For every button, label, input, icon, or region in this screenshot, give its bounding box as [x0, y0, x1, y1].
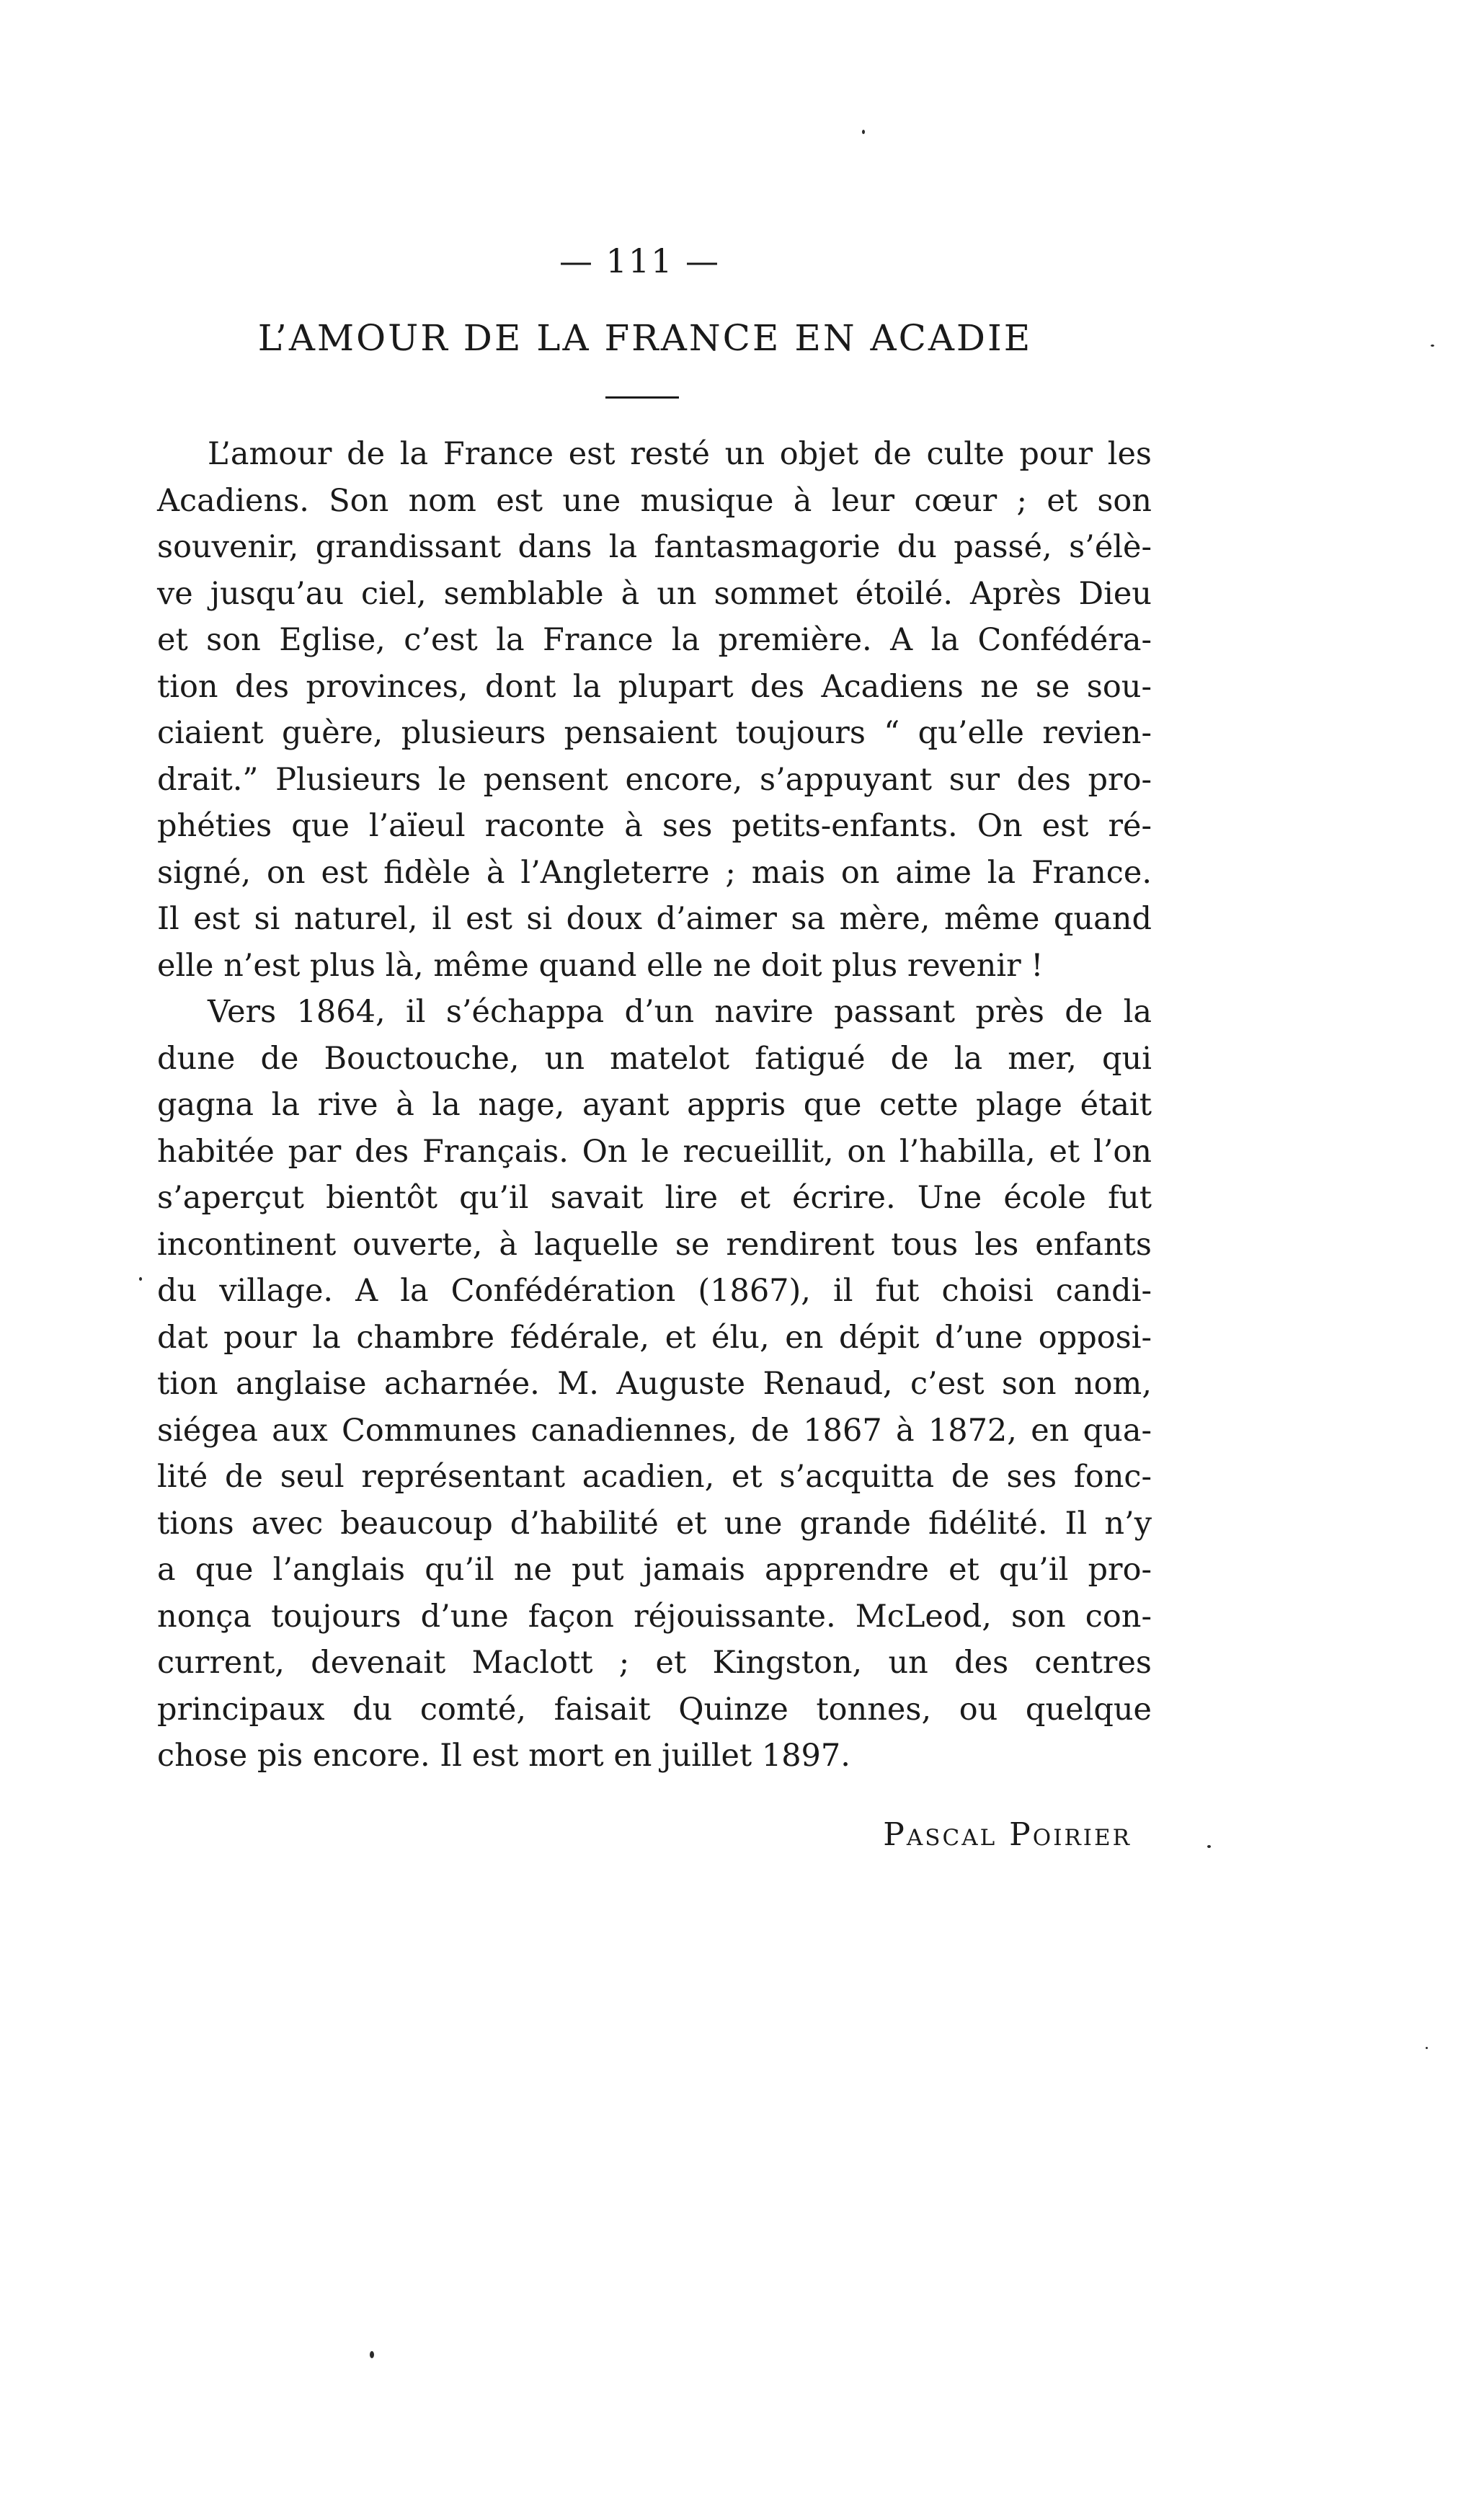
text-line: habitée par des Français. On le recueillit, on l’habilla, et l’on — [157, 1133, 1152, 1170]
text-line: drait.” Plusieurs le pensent encore, s’appuyant sur des pro- — [157, 761, 1152, 798]
page-number: — 111 — — [559, 241, 721, 280]
text-line: ve jusqu’au ciel, semblable à un sommet étoilé. Après Dieu — [157, 575, 1152, 612]
scan-speck — [139, 1277, 142, 1281]
scan-speck — [862, 130, 865, 134]
text-line: dat pour la chambre fédérale, et élu, en dépit d’une opposi- — [157, 1319, 1152, 1356]
text-line: du village. A la Confédération (1867), il fut choisi candi- — [157, 1273, 1152, 1309]
scan-speck — [1207, 1845, 1211, 1848]
text-line: tion des provinces, dont la plupart des Acadiens ne se sou- — [157, 668, 1152, 705]
text-line: dune de Bouctouche, un matelot fatigué de la mer, qui — [157, 1040, 1152, 1077]
text-line: Vers 1864, il s’échappa d’un navire passant près de la — [208, 994, 1152, 1030]
text-line: tion anglaise acharnée. M. Auguste Renaud, c’est son nom, — [157, 1366, 1152, 1402]
text-line: L’amour de la France est resté un objet de culte pour les — [208, 436, 1152, 472]
text-line: tions avec beaucoup d’habilité et une grande fidélité. Il n’y — [157, 1505, 1152, 1542]
text-line: gagna la rive à la nage, ayant appris que cette plage était — [157, 1087, 1152, 1123]
body-text — [157, 431, 1152, 1779]
text-line: souvenir, grandissant dans la fantasmagorie du passé, s’élè- — [157, 529, 1152, 565]
text-line: ciaient guère, plusieurs pensaient toujours “ qu’elle revien- — [157, 715, 1152, 751]
article-title: L’AMOUR DE LA FRANCE EN ACADIE — [257, 317, 1033, 359]
text-line: Il est si naturel, il est si doux d’aimer sa mère, même quand — [157, 901, 1152, 937]
text-line: siégea aux Communes canadiennes, de 1867 à 1872, en qua- — [157, 1412, 1152, 1449]
scan-speck — [1426, 2047, 1428, 2049]
scan-speck — [1431, 345, 1434, 347]
text-line: signé, on est fidèle à l’Angleterre ; mais on aime la France. — [157, 854, 1152, 891]
author-signature: Pascal Poirier — [883, 1816, 1132, 1853]
text-line: Acadiens. Son nom est une musique à leur cœur ; et son — [157, 482, 1152, 519]
text-line: a que l’anglais qu’il ne put jamais apprendre et qu’il pro- — [157, 1552, 1152, 1588]
text-line: nonça toujours d’une façon réjouissante. McLeod, son con- — [157, 1598, 1152, 1635]
scan-speck — [370, 2351, 374, 2358]
text-line: s’aperçut bientôt qu’il savait lire et écrire. Une école fut — [157, 1180, 1152, 1216]
text-line: phéties que l’aïeul raconte à ses petits-enfants. On est ré- — [157, 808, 1152, 844]
text-line: chose pis encore. Il est mort en juillet 1897. — [157, 1738, 850, 1774]
text-line: et son Eglise, c’est la France la première. A la Confédéra- — [157, 622, 1152, 658]
text-line: incontinent ouverte, à laquelle se rendirent tous les enfants — [157, 1226, 1152, 1263]
title-rule — [605, 396, 679, 399]
text-line: current, devenait Maclott ; et Kingston, un des centres — [157, 1645, 1152, 1681]
text-line: elle n’est plus là, même quand elle ne doit plus revenir ! — [157, 947, 1044, 984]
paragraph-2 — [157, 989, 1152, 1779]
text-line: lité de seul représentant acadien, et s’acquitta de ses fonc- — [157, 1459, 1152, 1495]
text-line: principaux du comté, faisait Quinze tonnes, ou quelque — [157, 1691, 1152, 1728]
paragraph-1 — [157, 431, 1152, 989]
